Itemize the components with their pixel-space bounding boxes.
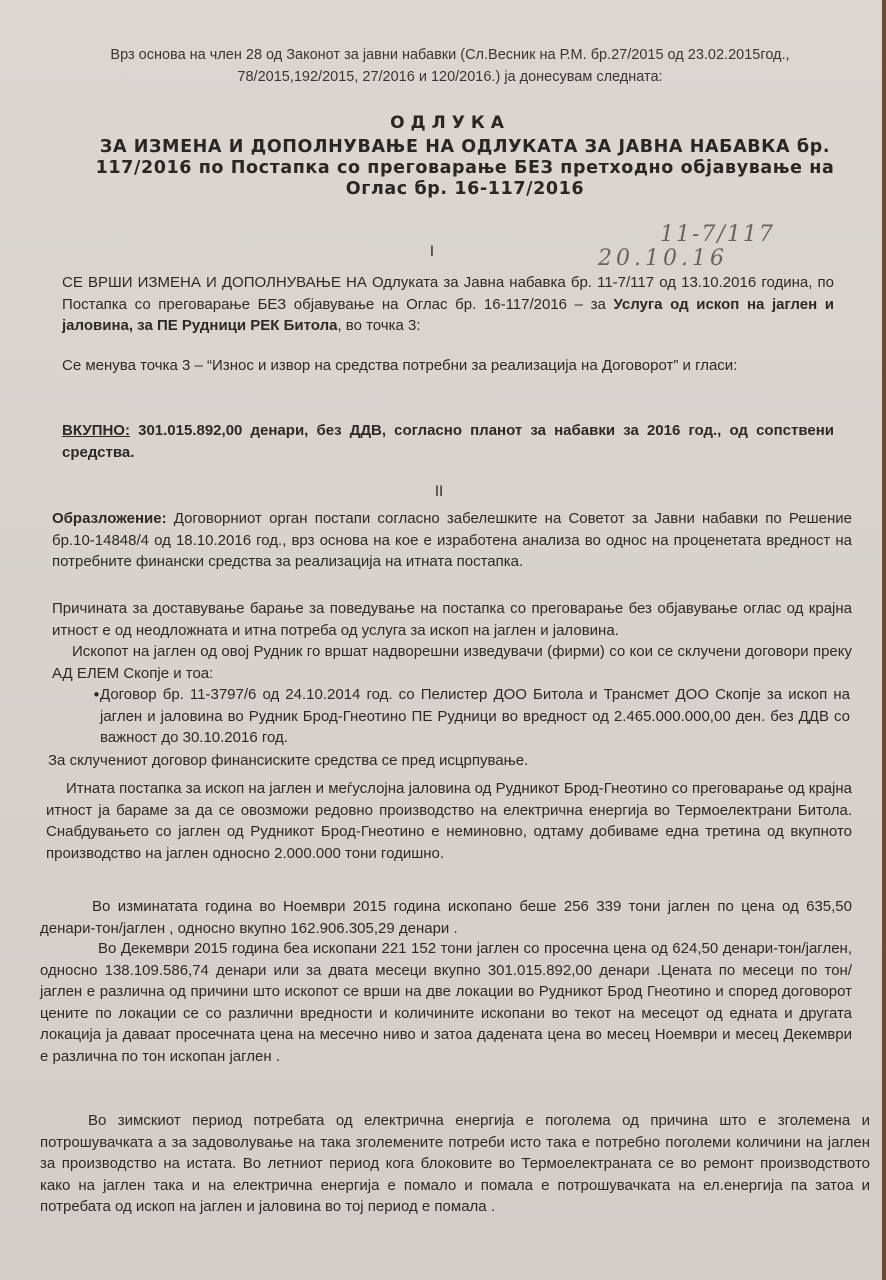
december-paragraph [40,938,852,1067]
handwritten-registry-number: 11-7/117 [660,222,775,247]
winter-text: Во зимскиот период потребата од електрична енергија е поголема од причина што е зголемена и потрошувачката а за задоволување на така зголемените потреби исто така е потребно поголеми количини на јаглен за производство на истата. Во летниот период кога блоковите во Термоелектраната се во ремонт производството како на јаглен така и на електрична енергија е помало и помала е потрошувачката на ел.енергија па затоа и потребата од ископ на јаглен и јаловина во тој период е помала . [40,1112,870,1215]
explanation-text: Договорниот орган постапи согласно забелешките на Советот за Јавни набавки по Решение бр.10-14848/4 од 18.10.2016 год., врз основа на кое е изработена анализа во однос на проценетата вредност на потребните финански средства за реализација на итната постапка. [52,510,852,570]
funds-exhausted-paragraph: За склучениот договор финансиските средства се пред исцрпување. [48,752,529,769]
page-edge-shadow [882,0,886,1280]
reason-paragraph: Причината за доставување барање за поведување на постапка со преговарање без објавување оглас од крајна итност е од неодложната и итна потреба од услуга за ископ на јаглен и јаловина. [52,600,852,639]
urgency-paragraph [46,778,852,864]
total-label: ВКУПНО: [62,422,130,439]
total-amount-paragraph [62,420,834,463]
urgency-text: Итната постапка за ископ на јаглен и меѓуслојна јаловина од Рудникот Брод-Гнеотино со преговарање од крајна итност ја бараме за да се овозможи редовно производство на електрична енергија во Термоелектрани Битола. Снабдувањето со јаглен од Рудникот Брод-Гнеотино е неминовно, одтаму добиваме една третина од вкупното производство на јаглен односно 2.000.000 тони годишно. [46,780,852,862]
document-title: ОДЛУКА [390,113,510,133]
section-numeral-1: I [429,244,435,260]
contractors-paragraph [52,641,852,684]
amendment-paragraph [62,272,834,337]
handwritten-registry-date: 20.10.16 [598,246,728,271]
november-text: Во изминатата година во Ноември 2015 година ископано беше 256 339 тони јаглен по цена од 635,50 денари-тон/јаглен , односно вкупно 162.906.305,29 денари . [40,898,852,937]
explanation-label: Образложение: [52,510,167,527]
amendment-text-a: СЕ ВРШИ ИЗМЕНА И ДОПОЛНУВАЊЕ НА Одлуката за Јавна набавка бр. 11-7/117 од 13.10.2016 година, по Постапка со преговарање БЕЗ објавување на Оглас бр. 16-117/2016 – за [62,274,834,313]
total-amount-text: 301.015.892,00 денари, без ДДВ, согласно планот за набавки за 2016 год., од сопствени средства. [62,422,834,461]
explanation-paragraph [52,508,852,573]
bullet-icon: • [92,686,101,704]
contract-list-item: Договор бр. 11-3797/6 од 24.10.2014 год. со Пелистер ДОО Битола и Трансмет ДОО Скопје за ископ на јаглен и јаловина во Рудник Брод-Гнеотино ПЕ Рудници во вредност од 2.465.000.000,00 ден. без ДДВ со важност до 30.10.2016 год. [100,686,850,746]
amendment-text-b: , во точка 3: [337,317,421,334]
document-subtitle: ЗА ИЗМЕНА И ДОПОЛНУВАЊЕ НА ОДЛУКАТА ЗА ЈАВНА НАБАВКА бр. 117/2016 по Постапка со преговарање БЕЗ претходно објавување на Оглас бр. 16-117/2016 [95,137,835,199]
amendment-service-name: Услуга од ископ на јаглен и јаловина, за ПЕ Рудници РЕК Битола [62,295,834,334]
point-3-change-paragraph: Се менува точка 3 – “Износ и извор на средства потребни за реализација на Договорот” и гласи: [62,357,738,374]
contractors-text: Ископот на јаглен од овој Рудник го вршат надворешни изведувачи (фирми) со кои се склучени договори преку АД ЕЛЕМ Скопје и тоа: [52,643,852,682]
legal-basis-preamble: Врз основа на член 28 од Законот за јавни набавки (Сл.Весник на Р.М. бр.27/2015 од 23.02.2015год., 78/2015,192/2015, 27/2016 и 120/2016.) ја донесувам следната: [110,47,790,85]
winter-paragraph [40,1110,870,1218]
section-numeral-2: II [434,484,444,500]
november-paragraph [40,896,852,939]
december-text: Во Декември 2015 година беа ископани 221 152 тони јаглен со просечна цена од 624,50 денари-тон/јаглен, односно 138.109.586,74 денари или за двата месеци вкупно 301.015.892,00 денари .Цената по месеци по тон/јаглен е различна од причини што ископот се врши на две локации во Рудникот Брод Гнеотино и според договорот цените по локации се со различни вредности и количините ископани во текот на месецот од едната и другата локација ја даваат просечната цена на месечно ниво и затоа дадената цена во месец Ноември и месец Декември е различна по тон ископан јаглен . [40,940,852,1065]
